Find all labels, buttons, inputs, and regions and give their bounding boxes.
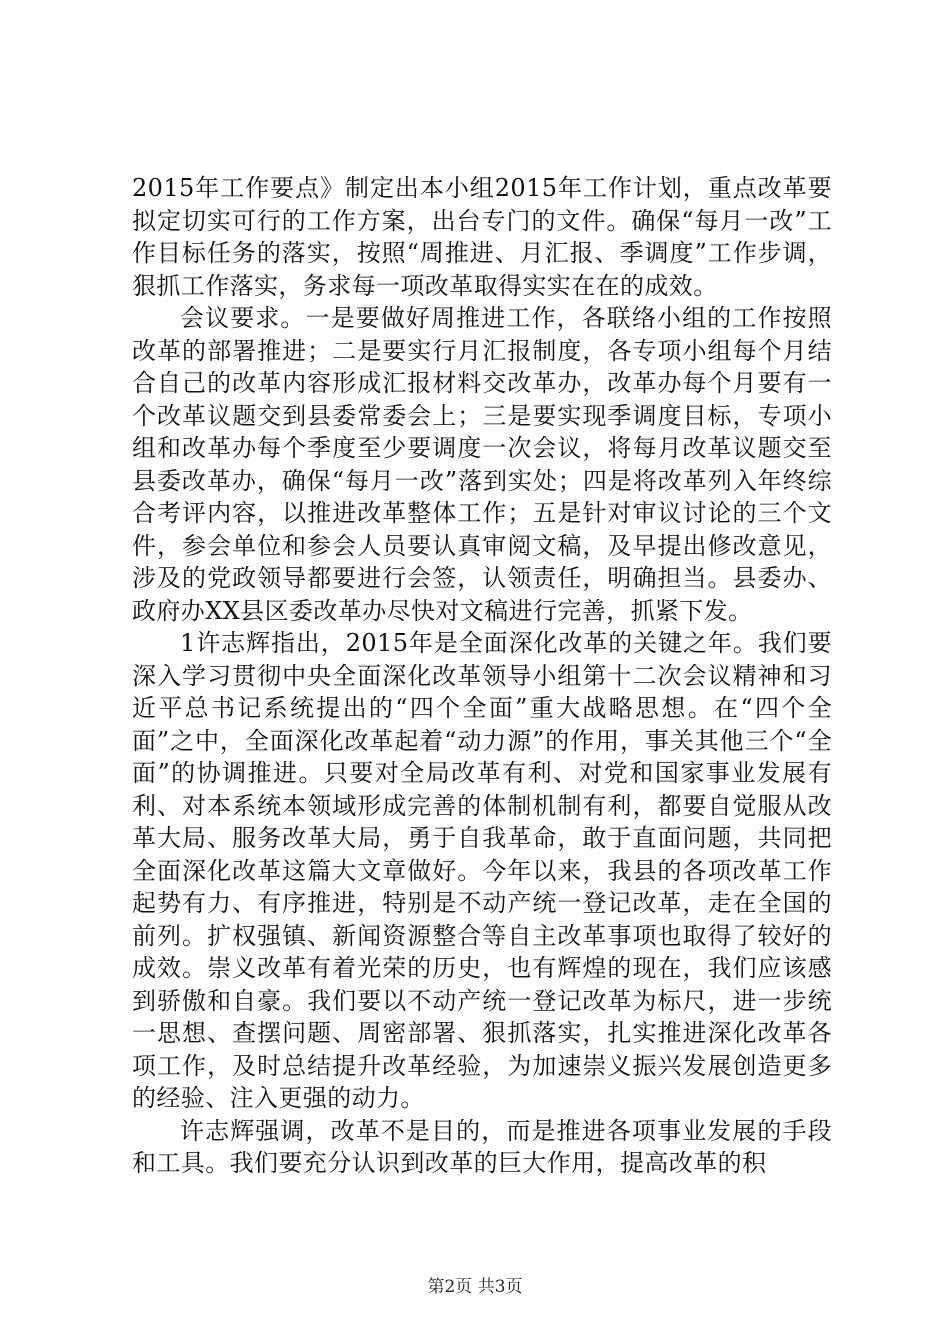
page-number-footer: 第2页 共3页	[427, 1277, 523, 1297]
paragraph-4: 许志辉强调，改革不是目的，而是推进各项事业发展的手段和工具。我们要充分认识到改革的巨大作用，提高改革的积	[132, 1116, 832, 1177]
paragraph-1: 2015年工作要点》制定出本小组2015年工作计划，重点改革要拟定切实可行的工作方案，出台专门的文件。确保“每月一改”工作目标任务的落实，按照“周推进、月汇报、季调度”工作步调，狠抓工作落实，务求每一项改革取得实实在在的成效。	[132, 174, 832, 300]
document-body	[132, 172, 832, 1180]
paragraph-3: 1许志辉指出，2015年是全面深化改革的关键之年。我们要深入学习贯彻中央全面深化改革领导小组第十二次会议精神和习近平总书记系统提出的“四个全面”重大战略思想。在“四个全面”之中，全面深化改革起着“动力源”的作用，事关其他三个“全面”的协调推进。只要对全局改革有利、对党和国家事业发展有利、对本系统本领域形成完善的体制机制有利，都要自觉服从改革大局、服务改革大局，勇于自我革命，敢于直面问题，共同把全面深化改革这篇大文章做好。今年以来，我县的各项改革工作起势有力、有序推进，特别是不动产统一登记改革，走在全国的前列。扩权强镇、新闻资源整合等自主改革事项也取得了较好的成效。崇义改革有着光荣的历史，也有辉煌的现在，我们应该感到骄傲和自豪。我们要以不动产统一登记改革为标尺，进一步统一思想、查摆问题、周密部署、狠抓落实，扎实推进深化改革各项工作，及时总结提升改革经验，为加速崇义振兴发展创造更多的经验、注入更强的动力。	[132, 629, 832, 1112]
paragraph-2: 会议要求。一是要做好周推进工作，各联络小组的工作按照改革的部署推进；二是要实行月汇报制度，各专项小组每个月结合自己的改革内容形成汇报材料交改革办，改革办每个月要有一个改革议题交到县委常委会上；三是要实现季调度目标，专项小组和改革办每个季度至少要调度一次会议，将每月改革议题交至县委改革办，确保“每月一改”落到实处；四是将改革列入年终综合考评内容，以推进改革整体工作；五是针对审议讨论的三个文件，参会单位和参会人员要认真审阅文稿，及早提出修改意见，涉及的党政领导都要进行会签，认领责任，明确担当。县委办、政府办XX县区委改革办尽快对文稿进行完善，抓紧下发。	[132, 304, 832, 625]
